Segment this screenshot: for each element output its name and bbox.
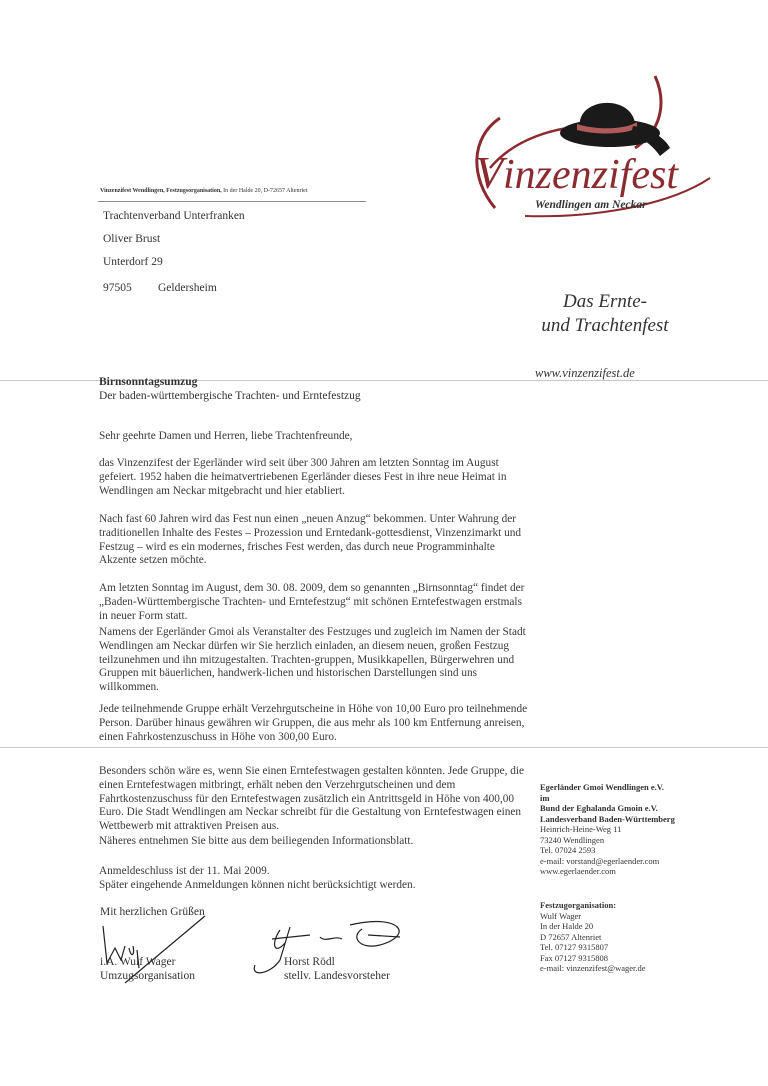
svg-text:inzenzifest: inzenzifest: [503, 152, 678, 198]
org-street: Heinrich-Heine-Weg 11: [540, 824, 622, 834]
subject-block: [99, 375, 361, 403]
paragraph-7: Näheres entnehmen Sie bitte aus dem beiliegenden Informationsblatt.: [99, 835, 414, 847]
sidebar-org: [540, 782, 675, 877]
tagline-line2: und Trachtenfest: [541, 315, 669, 336]
org-web[interactable]: www.egerlaender.com: [540, 866, 616, 876]
sender-line-bold: Vinzenzifest Wendlingen, Festzugsorganisation,: [100, 188, 222, 194]
logo-wordmark: V: [475, 147, 504, 198]
sender-line-address: In der Halde 20, D-72657 Altenriet: [221, 188, 308, 194]
org-tel: Tel. 07024 2593: [540, 845, 596, 855]
recipient-zip: 97505: [103, 282, 132, 294]
signatory-1-role: Umzugsorganisation: [100, 970, 195, 982]
festzug-tel: Tel. 07127 9315807: [540, 942, 609, 952]
recipient-city-line: [103, 282, 217, 294]
festzug-email[interactable]: e-mail: vinzenzifest@wager.de: [540, 963, 646, 973]
sender-line: [100, 188, 307, 194]
paragraph-5: Jede teilnehmende Gruppe erhält Verzehrgutscheine in Höhe von 10,00 Euro pro teilnehmende Person. Darüber hinaus gewähren wir Gruppen, die aus mehr als 100 km Entfernung anreisen, einen Fahrkostenzuschuss in Höhe von 300,00 Euro.: [99, 703, 528, 743]
festzug-city: D 72657 Altenriet: [540, 931, 602, 942]
paragraph-4: Namens der Egerländer Gmoi als Veranstalter des Festzuges und zugleich im Namen der Stadt Wendlingen am Neckar dürfen wir Sie herzlich einladen, an diesem neuen, großen Festzug teilzunehmen und ihn mitzugestalten. Trachten-gruppen, Musikkapellen, Bürgerwehren und Gruppen mit bäuerlichen, handwerk-lichen und historischen Darstellungen sind uns willkommen.: [99, 626, 526, 694]
festzug-street: In der Halde 20: [540, 921, 594, 931]
signatory-2: [284, 955, 390, 983]
signatory-1-name: i.A. Wulf Wager: [100, 956, 176, 968]
signatory-2-name: Horst Rödl: [284, 956, 335, 968]
signatory-2-role: stellv. Landesvorsteher: [284, 970, 390, 982]
sidebar-festzug: [540, 900, 646, 974]
festzug-name: Wulf Wager: [540, 910, 582, 921]
org-line4: Landesverband Baden-Württemberg: [540, 813, 675, 824]
svg-text:Wendlingen am Neckar: Wendlingen am Neckar: [535, 199, 647, 211]
org-email[interactable]: e-mail: vorstand@egerlaender.com: [540, 855, 660, 866]
tagline-line1: Das Ernte-: [563, 291, 647, 312]
tagline: [520, 290, 690, 338]
signatory-1: [100, 955, 195, 983]
paragraph-3: Am letzten Sonntag im August, dem 30. 08. 2009, dem so genannten „Birnsonntag“ findet der „Baden-Württembergische Trachten- und Erntefestzug“ mit schönen Erntefestwagen erstmals in neuer Form statt.: [99, 582, 525, 622]
paragraph-6: Besonders schön wäre es, wenn Sie einen Erntefestwagen gestalten könnten. Jede Gruppe, die einen Erntefestwagen mitbringt, erhält neben den Verzehrgutscheinen und dem Fahrtkostenzuschuss für den Erntefestwagen zusätzlich ein Antrittsgeld in Höhe von 400,00 Euro. Die Stadt Wendlingen am Neckar schreibt für die Gestaltung von Erntefestwagen einen Wettbewerb mit attraktiven Preisen aus.: [99, 765, 525, 833]
closing: Mit herzlichen Grüßen: [100, 906, 205, 918]
recipient-org: Trachtenverband Unterfranken: [103, 210, 245, 222]
org-line1: Egerländer Gmoi Wendlingen e.V.: [540, 782, 664, 792]
website-link[interactable]: www.vinzenzifest.de: [535, 366, 635, 380]
subject-subtitle: Der baden-württembergische Trachten- und Erntefestzug: [99, 390, 361, 402]
paragraph-1: das Vinzenzifest der Egerländer wird seit über 300 Jahren am letzten Sonntag im August gefeiert. 1952 haben die heimatvertriebenen Egerländer dieses Fest in ihre neue Heimat in Wendlingen am Neckar mitgebracht und hier etabliert.: [99, 457, 507, 497]
org-city: 73240 Wendlingen: [540, 834, 605, 845]
recipient-street: Unterdorf 29: [103, 256, 163, 268]
salutation: Sehr geehrte Damen und Herren, liebe Trachtenfreunde,: [99, 430, 353, 442]
festzug-fax: Fax 07127 9315808: [540, 952, 608, 963]
logo-graphic: [465, 68, 730, 218]
org-line2: im: [540, 792, 550, 803]
fold-line-bottom: [0, 747, 768, 748]
recipient-city: Geldersheim: [158, 282, 217, 294]
vinzenzifest-logo: [465, 68, 730, 218]
sender-divider: [98, 201, 366, 202]
hat-icon: [560, 103, 670, 156]
deadline-note: Später eingehende Anmeldungen können nicht berücksichtigt werden.: [99, 879, 416, 891]
deadline: Anmeldeschluss ist der 11. Mai 2009.: [99, 865, 270, 877]
paragraph-2: Nach fast 60 Jahren wird das Fest nun einen „neuen Anzug“ bekommen. Unter Wahrung der traditionellen Inhalte des Festes – Prozession und Erntedank-gottesdienst, Vinzenzimarkt und Festzug – wird es ein modernes, frisches Fest werden, das durch neue Programminhalte Akzente setzen möchte.: [99, 513, 522, 567]
recipient-name: Oliver Brust: [103, 233, 161, 245]
subject-title: Birnsonntagsumzug: [99, 376, 198, 388]
festzug-title: Festzugorganisation:: [540, 900, 617, 910]
org-line3: Bund der Eghalanda Gmoin e.V.: [540, 803, 658, 813]
